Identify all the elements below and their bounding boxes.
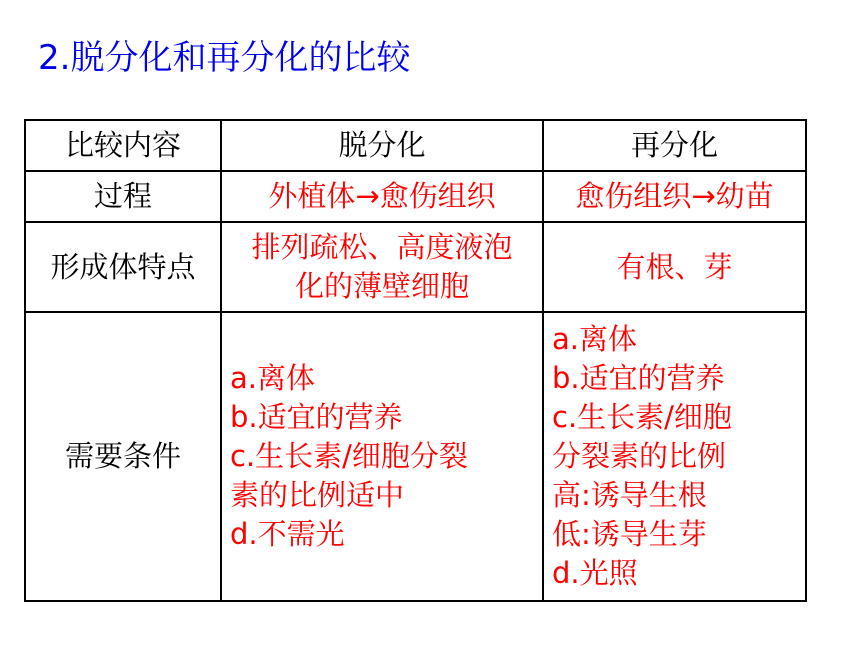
row-label-features: 形成体特点 [25,222,221,312]
features-dedifferentiation-line: 排列疏松、高度液泡 [251,230,513,264]
condition-item: d.光照 [552,556,638,590]
conditions-dedifferentiation-cell [221,312,543,601]
header-compare-item: 比较内容 [25,120,221,171]
condition-item: 素的比例适中 [230,478,405,512]
features-dedifferentiation-cell [221,222,543,312]
condition-item: b.适宜的营养 [230,400,403,434]
condition-item: 高:诱导生根 [552,478,707,512]
table-header-row [25,120,806,171]
process-redifferentiation-cell: 愈伤组织→幼苗 [543,171,806,222]
table-row-process [25,171,806,222]
condition-item: c.生长素/细胞分裂 [230,439,468,473]
header-dedifferentiation: 脱分化 [221,120,543,171]
condition-item: a.离体 [552,322,637,356]
features-redifferentiation-cell: 有根、芽 [543,222,806,312]
row-label-process: 过程 [25,171,221,222]
condition-item: b.适宜的营养 [552,361,725,395]
page-title: 2.脱分化和再分化的比较 [38,38,411,78]
condition-item: 低:诱导生芽 [552,517,707,551]
condition-item: 分裂素的比例 [552,439,727,473]
comparison-table [24,119,807,602]
header-redifferentiation: 再分化 [543,120,806,171]
condition-item: d.不需光 [230,517,345,551]
row-label-conditions: 需要条件 [25,312,221,601]
process-dedifferentiation-cell: 外植体→愈伤组织 [221,171,543,222]
condition-item: a.离体 [230,361,315,395]
table-row-conditions [25,312,806,601]
features-dedifferentiation-line: 化的薄壁细胞 [294,269,469,303]
condition-item: c.生长素/细胞 [552,400,732,434]
conditions-redifferentiation-cell [543,312,806,601]
table-row-features [25,222,806,312]
